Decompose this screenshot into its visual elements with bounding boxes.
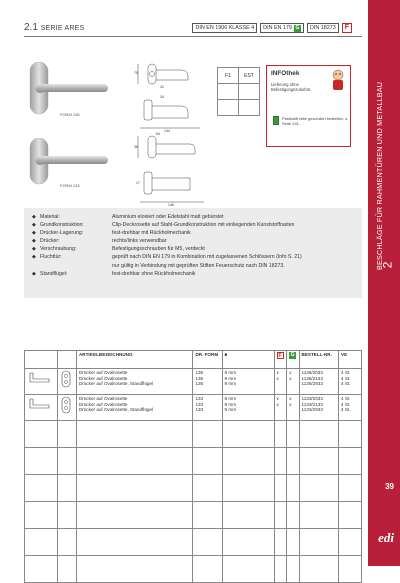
dim-144: 144 [164, 129, 170, 133]
dim-17: 17 [136, 181, 140, 185]
form-cell-line: 136 [195, 370, 204, 375]
spec-value: geprüft nach DIN EN 179 in Kombination mit zugelassenen Schlössern (Info S. 21) [112, 254, 302, 261]
empty-cell [274, 556, 287, 583]
ve-cell [339, 369, 362, 395]
col-order: BESTELL-NR. [299, 351, 339, 369]
col-ve: VE [339, 351, 362, 369]
spec-value: Befestigungsschrauben für M5, verdeckt [112, 246, 205, 253]
square-cell [222, 395, 274, 421]
spec-value: Aluminium eloxiert oder Edelstahl matt gebürstet [112, 214, 224, 220]
empty-cell [193, 475, 222, 502]
spec-value: fest-drehbar ohne Rückholmechanik [112, 270, 196, 277]
spec-row [32, 229, 354, 237]
ve-cell-line: 4 St. [341, 407, 351, 413]
empty-cell [287, 421, 299, 448]
exit-cell [287, 369, 299, 395]
empty-cell [222, 556, 274, 583]
spec-label: Verschraubung: [40, 246, 77, 253]
order-cell-line: 1136/2933 [301, 381, 323, 387]
edi-logo: edi [378, 530, 394, 545]
empty-cell [222, 502, 274, 529]
drawing-form-133 [134, 132, 214, 206]
form-cell-line: 133 [195, 401, 204, 407]
table-row [25, 448, 362, 475]
finish-table [217, 67, 260, 116]
fire-cell-line: x [276, 375, 279, 381]
form-cell [193, 369, 222, 395]
ve-cell [339, 395, 362, 421]
order-cell-line: 1136/2033 [301, 370, 323, 375]
product-image-form-136 [26, 62, 110, 116]
bullet-icon: ◆ [32, 222, 36, 229]
exit-cell-line: x [289, 370, 292, 375]
form-136-label: FORM 136 [60, 112, 80, 117]
ve-cell-line: 4 St. [341, 381, 351, 387]
chapter-band [368, 0, 400, 566]
finish-cell [239, 100, 260, 116]
empty-cell [25, 529, 58, 556]
empty-cell [287, 529, 299, 556]
col-article: ARTIKELBEZEICHNUNG [76, 351, 192, 369]
empty-cell [58, 475, 77, 502]
exit-icon: G [295, 24, 300, 31]
rosette-cell [58, 369, 77, 395]
fire-cell-line: x [276, 370, 279, 375]
empty-cell [287, 448, 299, 475]
article-cell-line: Drücker auf Ovalrosette [78, 375, 128, 381]
empty-cell [287, 502, 299, 529]
empty-cell [25, 448, 58, 475]
spec-row [32, 262, 354, 270]
order-cell-line: 1133/2933 [301, 407, 323, 413]
exit-sign-icon [273, 116, 279, 125]
empty-cell [299, 448, 339, 475]
spec-row [32, 270, 354, 278]
empty-cell [222, 475, 274, 502]
empty-cell [274, 529, 287, 556]
norm-badges [192, 23, 352, 33]
spec-row [32, 221, 354, 229]
empty-cell [222, 529, 274, 556]
spec-value: Clip-Deckrosette auf Stahl-Grundkonstruktion mit einliegenden Kunststoffrasten [112, 222, 295, 229]
empty-cell [193, 556, 222, 583]
empty-cell [274, 421, 287, 448]
col-form: DR. FORM [193, 351, 222, 369]
header-divider [24, 36, 362, 37]
article-cell-line: Drücker auf Ovalrosette [78, 401, 128, 407]
col-exit [287, 351, 299, 369]
empty-cell [299, 475, 339, 502]
square-cell-line: 8 mm [224, 396, 237, 401]
empty-cell [58, 529, 77, 556]
form-cell-line: 133 [195, 396, 204, 401]
article-cell-line: Drücker auf Ovalrosette, Standflügel [78, 407, 154, 413]
empty-cell [193, 421, 222, 448]
empty-cell [193, 448, 222, 475]
empty-cell [76, 529, 192, 556]
order-cell [299, 369, 339, 395]
norm-en1906 [192, 23, 257, 33]
chapter-band-number: 2 [380, 261, 395, 269]
ve-cell-line: 4 St. [341, 375, 351, 381]
empty-cell [299, 529, 339, 556]
norm-en179 [260, 23, 304, 33]
spec-row [32, 213, 354, 221]
page-number: 39 [385, 482, 394, 491]
table-row [25, 556, 362, 583]
spec-row [32, 253, 354, 261]
infothek-text: Lieferung ohne Befestigungszubehör. [271, 82, 312, 92]
square-cell-line: 9 mm [224, 381, 237, 387]
empty-cell [58, 421, 77, 448]
fire-cell-line: x [276, 396, 279, 401]
empty-cell [339, 421, 362, 448]
spec-row [32, 237, 354, 245]
table-row [25, 369, 362, 395]
bullet-icon [32, 262, 40, 270]
dim-36: 36 [134, 145, 138, 149]
empty-cell [222, 448, 274, 475]
spec-label: Drücker: [40, 238, 60, 245]
mascot-icon [330, 69, 346, 91]
ve-cell-line: 4 St. [341, 396, 351, 401]
bullet-icon: ◆ [32, 214, 36, 220]
empty-cell [339, 529, 362, 556]
square-cell-line: 9 mm [224, 407, 237, 413]
article-cell-line: Drücker auf Ovalrosette, Standflügel [78, 381, 154, 387]
exit-cell-line: x [289, 375, 292, 381]
dim-41: 41 [160, 85, 164, 89]
empty-cell [76, 421, 192, 448]
table-row [25, 502, 362, 529]
dim-75: 75 [134, 71, 138, 75]
empty-cell [339, 556, 362, 583]
exit-cell-line: x [289, 401, 292, 407]
spec-label: Fluchttür: [40, 254, 62, 261]
ve-cell-line: 4 St. [341, 401, 351, 407]
dim-34: 34 [160, 95, 164, 99]
square-cell [222, 369, 274, 395]
fire-icon: F [278, 353, 282, 359]
empty-cell [193, 502, 222, 529]
article-table [24, 350, 362, 583]
infothek-note [273, 116, 350, 126]
order-cell-line: 1133/2133 [301, 401, 323, 407]
order-cell-line: 1133/2033 [301, 396, 323, 401]
empty-cell [287, 475, 299, 502]
article-cell [76, 395, 192, 421]
form-cell-line: 136 [195, 381, 204, 387]
spec-label: Material: [40, 214, 60, 220]
finish-f1: F1 [218, 68, 239, 84]
empty-cell [287, 556, 299, 583]
form-cell-line: 136 [195, 375, 204, 381]
empty-cell [25, 421, 58, 448]
table-row [25, 475, 362, 502]
empty-cell [76, 448, 192, 475]
dim-146: 146 [168, 203, 174, 206]
spec-label [40, 262, 112, 270]
exit-cell [287, 395, 299, 421]
empty-cell [222, 421, 274, 448]
infothek-box [266, 65, 351, 147]
order-cell-line: 1136/2133 [301, 375, 323, 381]
handle-cell [25, 395, 58, 421]
empty-cell [25, 556, 58, 583]
empty-cell [58, 448, 77, 475]
infothek-note-text: Panikstift bitte gesondert bestellen, s. Seite 241. [281, 116, 349, 126]
bullet-icon: ◆ [32, 230, 36, 237]
empty-cell [339, 448, 362, 475]
fire-cell [274, 369, 287, 395]
fire-cell [274, 395, 287, 421]
bullet-icon: ◆ [32, 270, 36, 277]
norm-en1906-label: DIN EN 1906 KLASSE 4 [195, 24, 255, 31]
bullet-icon: ◆ [32, 254, 36, 261]
empty-cell [193, 529, 222, 556]
col-image [25, 351, 58, 369]
rosette-thumbnail-icon [60, 370, 72, 388]
table-row [25, 395, 362, 421]
spec-value: fest-drehbar mit Rückholmechanik [112, 230, 191, 237]
square-cell-line: 8 mm [224, 370, 237, 375]
page-heading [24, 22, 84, 33]
col-rosette [58, 351, 77, 369]
series-name: SERIE ARES [40, 25, 85, 32]
article-cell [76, 369, 192, 395]
col-square: ■ [222, 351, 274, 369]
empty-cell [339, 502, 362, 529]
spec-label: Standflügel: [40, 270, 68, 277]
finish-est: EST [239, 68, 260, 84]
empty-cell [274, 475, 287, 502]
empty-cell [339, 475, 362, 502]
handle-cell [25, 369, 58, 395]
rosette-cell [58, 395, 77, 421]
exit-cell-line: x [289, 396, 292, 401]
empty-cell [299, 502, 339, 529]
norm-din18273 [307, 23, 339, 33]
empty-cell [76, 556, 192, 583]
dim-64: 64 [156, 132, 160, 136]
bullet-icon: ◆ [32, 238, 36, 245]
chapter-title: BESCHLÄGE FÜR RAHMENTÜREN UND METALLBAU [375, 81, 384, 270]
empty-cell [274, 448, 287, 475]
spec-row [32, 245, 354, 253]
finish-cell [218, 84, 239, 100]
chapter-number: 2.1 [24, 22, 38, 33]
empty-cell [299, 421, 339, 448]
product-image-form-133 [26, 138, 110, 186]
handle-thumbnail-icon [27, 370, 53, 386]
norm-en179-label: DIN EN 179 [263, 24, 292, 31]
form-cell [193, 395, 222, 421]
rosette-thumbnail-icon [60, 396, 72, 414]
handle-thumbnail-icon [27, 396, 53, 412]
square-cell-line: 9 mm [224, 375, 237, 381]
drawing-form-136 [134, 62, 214, 134]
empty-cell [25, 475, 58, 502]
spec-value: rechts/links verwendbar [112, 238, 167, 245]
square-cell-line: 9 mm [224, 401, 237, 407]
col-fire [274, 351, 287, 369]
finish-cell [218, 100, 239, 116]
exit-icon: G [290, 352, 295, 358]
empty-cell [58, 502, 77, 529]
spec-label: Grundkonstruktion: [40, 222, 84, 229]
table-row [25, 421, 362, 448]
form-cell-line: 133 [195, 407, 204, 413]
order-cell [299, 395, 339, 421]
spec-label: Drücker-Lagerung: [40, 230, 84, 237]
table-row [25, 529, 362, 556]
article-cell-line: Drücker auf Ovalrosette [78, 370, 128, 375]
fire-cell-line: x [276, 401, 279, 407]
empty-cell [274, 502, 287, 529]
empty-cell [58, 556, 77, 583]
empty-cell [76, 502, 192, 529]
table-header [25, 351, 362, 369]
empty-cell [25, 502, 58, 529]
bullet-icon: ◆ [32, 246, 36, 253]
empty-cell [76, 475, 192, 502]
infothek-title: INFOthek [271, 70, 300, 77]
form-133-label: FORM 133 [60, 183, 80, 188]
finish-cell [239, 84, 260, 100]
article-cell-line: Drücker auf Ovalrosette [78, 396, 128, 401]
empty-cell [299, 556, 339, 583]
norm-din18273-label: DIN 18273 [309, 24, 336, 31]
spec-value: nur gültig in Verbindung mit geprüften Stiften Feuerschutz nach DIN 18273. [112, 262, 285, 269]
ve-cell-line: 4 St. [341, 370, 351, 375]
spec-box [24, 208, 362, 298]
fire-icon: F [342, 23, 352, 33]
